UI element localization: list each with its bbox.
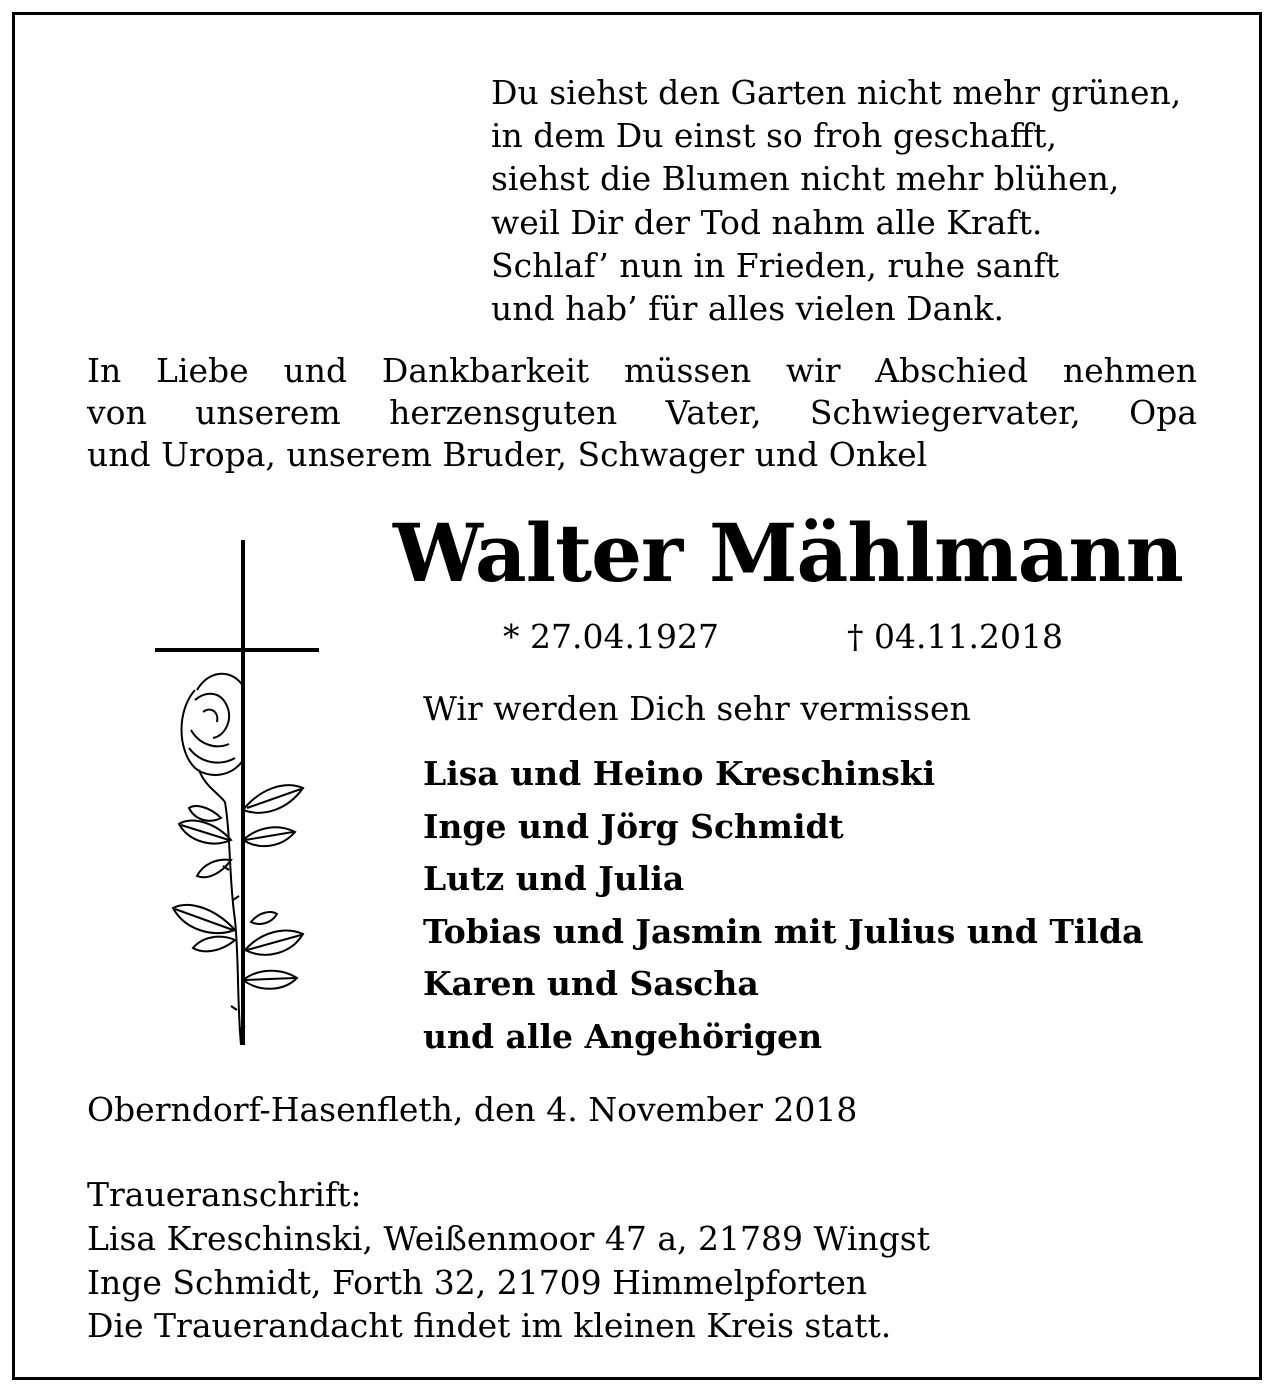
birth-date: * 27.04.1927 [503,617,719,656]
poem-line: Schlaf’ nun in Frieden, ruhe sanft [491,245,1060,285]
death-date: † 04.11.2018 [847,617,1063,656]
family-member: Lutz und Julia [423,859,685,898]
address-line: Inge Schmidt, Forth 32, 21709 Himmelpforten [87,1263,868,1302]
address-label: Traueranschrift: [87,1175,362,1214]
miss-text: Wir werden Dich sehr vermissen [423,689,971,728]
poem-line: weil Dir der Tod nahm alle Kraft. [491,202,1043,242]
poem-line: und hab’ für alles vielen Dank. [491,289,1005,329]
deceased-name: Walter Mählmann [393,506,1183,600]
service-note: Die Trauerandacht findet im kleinen Kreis statt. [87,1306,892,1345]
poem-line: Du siehst den Garten nicht mehr grünen, [491,73,1182,112]
intro-line: von unserem herzensguten Vater, Schwiegervater, Opa [87,393,1197,432]
intro-line: In Liebe und Dankbarkeit müssen wir Abschied nehmen [87,351,1197,390]
obituary-frame [12,12,1262,1380]
intro-line: und Uropa, unserem Bruder, Schwager und Onkel [87,435,928,474]
family-list [423,748,1143,1063]
family-member: Tobias und Jasmin mit Julius und Tilda [423,911,1144,951]
mourning-address [87,1173,930,1305]
family-member: Inge und Jörg Schmidt [423,806,844,846]
poem-line: siehst die Blumen nicht mehr blühen, [491,159,1120,199]
cross-with-rose-icon [155,540,325,1055]
intro-text [87,350,1197,476]
family-member: Lisa und Heino Kreschinski [423,754,936,793]
poem-line: in dem Du einst so froh geschafft, [491,116,1058,156]
place-date: Oberndorf-Hasenfleth, den 4. November 2018 [87,1090,858,1129]
poem [491,71,1251,330]
family-member: und alle Angehörigen [423,1016,823,1056]
address-line: Lisa Kreschinski, Weißenmoor 47 a, 21789 Wingst [87,1219,930,1258]
family-member: Karen und Sascha [423,964,759,1003]
